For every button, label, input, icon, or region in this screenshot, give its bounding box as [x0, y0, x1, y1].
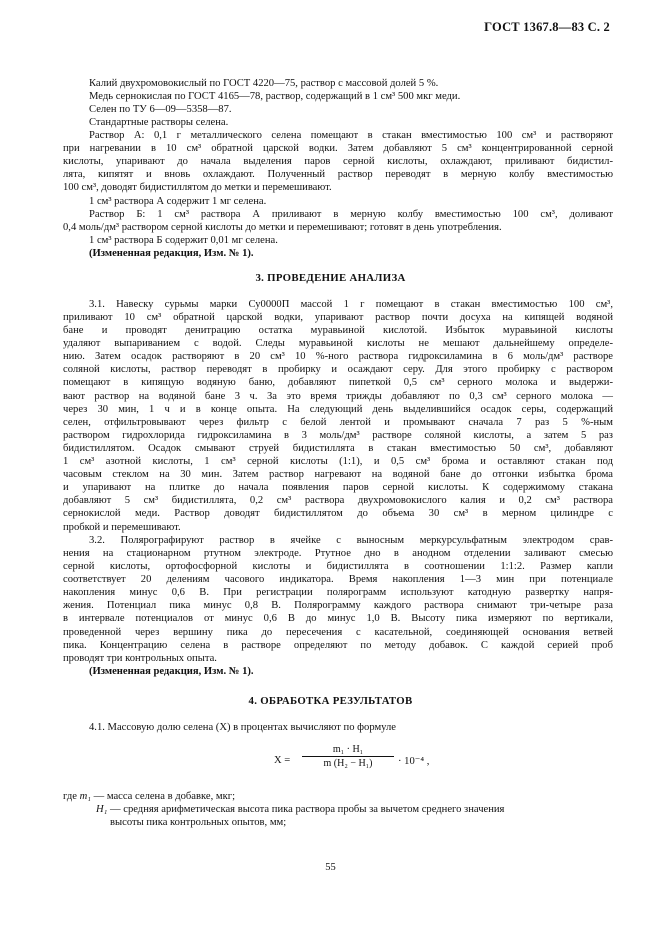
solution-a-line: Раствор А: 0,1 г металлического селена помещают в стакан вместимостью 100 см³ и растворяют: [89, 130, 613, 142]
paragraph-3-1: приливают 10 см³ обратной царской водки, упаривают раствор почти досуха на кипящей водяной бане и проводят денитрацию остатка муравьиной кислотой. Избыток муравьиной кислоты удаляют выпариванием с водой. Следы муравьиной кислоты не мешают дальнейшему определе- нию. Затем осадок растворяют в 20 см³ 10 %-ного раствора гидроксиламина в 6 моль/дм³ растворе соляной кислоты, раствор переводят в пробирку и осаждают серу. Для этого пробирку с раствором помещают в кипящую водяную баню, добавляют пипеткой 0,5 см³ серного молока и выдержи- вают раствор на водяной бане 3 ч. За это время трижды добавляют по 0,3 см³ серного молока — через 30 мин, 1 ч и в конце опыта. На следующий день выделившийся осадок серы, содержащий селен, отфильтровывают через фильтр с белой лентой и промывают сначала 7 раз 5 %-ным раствором гидрохлорида гидроксиламина в 3 моль/дм³ растворе соляной кислоты, а затем 5 раз бидистиллятом. Осадок смывают струей бидистиллята в стакан вместимостью 50 см³, добавляют 1 см³ азотной кислоты, 1 см³ серной кислоты (1:1), и 0,5 см³ брома и оставляют стакан под часовым стеклом на 30 мин. Затем раствор нагревают на водяной бане до отгонки избытка брома и упаривают на плитке до начала появления паров серной кислоты. К содержимому стакана добавляют 5 см³ бидистиллята, 0,2 см³ раствора двухромовокислого калия и 0,2 см³ раствора сернокислой меди. Раствор доводят бидистиллятом до объема 30 см³ в мерном цилиндре с пробкой и перемешивают.: [63, 312, 613, 533]
page-number: 55: [325, 862, 336, 873]
solution-b-first: [89, 208, 613, 221]
solution-b-line: 0,4 моль/дм³ раствором серной кислоты до метки и перемешивают; готовят в день употребления.: [63, 222, 502, 233]
legend-item: где m₁ — масса селена в добавке, мкг;: [63, 791, 236, 802]
solution-b-note: 1 см³ раствора Б содержит 0,01 мг селена. (Измененная редакция, Изм. № 1).: [89, 234, 613, 260]
reagent-line: Стандартные растворы селена.: [89, 117, 229, 129]
legend-item: высоты пика контрольных опытов, мм;: [110, 817, 287, 829]
paragraph-4-1: 4.1. Массовую долю селена (X) в процентах вычисляют по формуле: [89, 722, 396, 733]
solution-a-block: [63, 142, 613, 194]
paragraph-3-2-first: 3.2. Полярографируют раствор в ячейке с выносным меркурсульфатным электродом срав-: [89, 535, 613, 546]
amendment-block: [89, 665, 613, 678]
solution-b-block: [63, 221, 613, 234]
section-4-title: 4. ОБРАБОТКА РЕЗУЛЬТАТОВ: [248, 695, 413, 707]
formula-denominator: m (H₂ − H₁): [323, 758, 373, 769]
reagent-line: Калий двухромовокислый по ГОСТ 4220—75, раствор с массовой долей 5 %.: [89, 78, 439, 89]
solution-b-line: Раствор Б: 1 см³ раствора А приливают в мерную колбу вместимостью 100 см³, доливают: [89, 209, 613, 220]
formula-numerator: m₁ · H₁: [332, 744, 364, 755]
solution-a-line: при нагревании в 10 см³ обратной царской водки. Затем добавляют 5 см³ концентрированной серной: [63, 143, 613, 154]
paragraph-3-1-first: 3.1. Навеску сурьмы марки Су0000П массой 1 г помещают в стакан вместимостью 100 см³,: [89, 299, 613, 310]
solution-a-note: 1 см³ раствора А содержит 1 мг селена.: [89, 196, 267, 207]
formula-lhs: X =: [274, 755, 291, 766]
formula-rhs: · 10⁻⁴ ,: [398, 756, 430, 767]
solution-a-line: лята, кипятят и вновь охлаждают. Полученный раствор переводят в мерную колбу вместимостью: [63, 169, 613, 181]
amendment-note: (Измененная редакция, Изм. № 1).: [89, 666, 254, 677]
amendment-note: (Измененная редакция, Изм. № 1).: [89, 248, 254, 260]
legend-list: [63, 790, 623, 829]
solution-a-line: 100 см³, доводят бидистиллятом до метки и перемешивают.: [63, 182, 332, 194]
reagents-block: [89, 77, 613, 142]
page-header: ГОСТ 1367.8—83 С. 2: [484, 20, 610, 34]
reagent-line: Медь сернокислая по ГОСТ 4165—78, раствор, содержащий в 1 см³ 500 мкг меди.: [89, 91, 461, 103]
solution-a-line: кислоты, упаривают до начала выделения паров серной кислоты, охлаждают, приливают бидистил-: [63, 156, 613, 168]
legend-item: H₁ — средняя арифметическая высота пика раствора пробы за вычетом среднего значения: [96, 804, 505, 816]
reagent-line: Селен по ТУ 6—09—5358—87.: [89, 104, 232, 116]
formula: [274, 744, 494, 780]
paragraph-3-2: нения на стационарном ртутном электроде. Ртутное дно в анодном отделении заливают смесью серной кислоты, ортофосфорной кислоты и бидистиллята в соотношении 1:1:2. Размер капли соответствует 20 делениям часового индикатора. Время накопления 1—3 мин при потенциале накопления минус 0,6 В. При регистрации полярограмм используют катодную развертку напря- жения. Потенциал пика минус 0,8 В. Полярограмму каждого раствора снимают три-четыре раза в интервале потенциалов от минус 0,6 В до минус 1,0 В. Высоту пика измеряют по вертикали, проведенной через вершину пика до пересечения с касательной, соединяющей основания ветвей пика. Концентрацию селена в растворе определяют по методу добавок. С каждой серией проб проводят три контрольных опыта.: [63, 548, 613, 664]
section-3-title: 3. ПРОВЕДЕНИЕ АНАЛИЗА: [255, 272, 406, 284]
formula-fraction: [302, 744, 394, 769]
fraction-bar: [302, 756, 394, 757]
